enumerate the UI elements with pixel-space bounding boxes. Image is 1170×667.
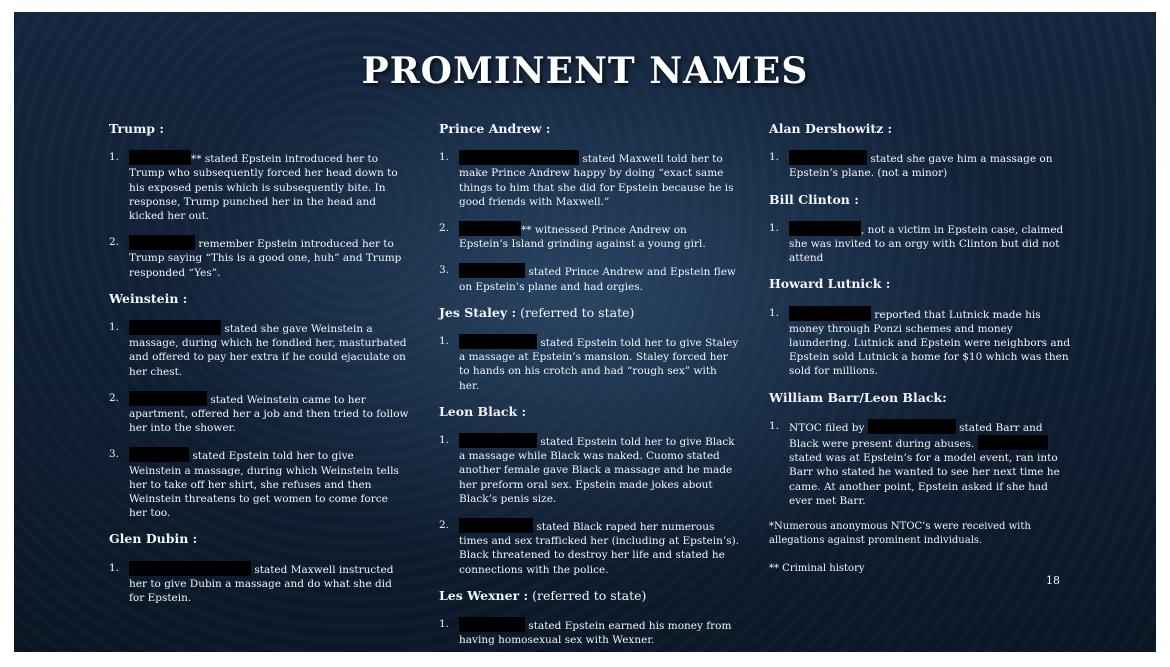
list-item xyxy=(109,235,409,280)
section-heading xyxy=(769,391,1074,405)
column-2 xyxy=(439,122,739,659)
slide-title: PROMINENT NAMES xyxy=(361,50,809,92)
item-number: 1. xyxy=(109,321,120,334)
item-text: ** stated Epstein introduced her to Trump who subsequently forced her head down to his exposed penis which is subsequently bite. In response, Trump punched her in the head and kicked her out. xyxy=(129,153,398,223)
list-item xyxy=(439,433,739,506)
item-number: 1. xyxy=(769,151,780,164)
item-number: 2. xyxy=(439,222,450,235)
list-item xyxy=(109,447,409,520)
section-name: Prince Andrew : xyxy=(439,121,551,136)
item-number: 3. xyxy=(439,264,450,277)
redaction-bar xyxy=(129,447,189,462)
item-text: stated was at Epstein’s for a model event, ran into Barr who stated he wanted to see her next time he came. At another point, Epstein asked if she had ever met Barr. xyxy=(789,452,1060,507)
item-number: 1. xyxy=(439,151,450,164)
redaction-bar xyxy=(789,150,867,165)
section-name: Bill Clinton : xyxy=(769,191,859,207)
redaction-bar xyxy=(789,221,861,236)
list-item xyxy=(769,150,1074,180)
section-heading xyxy=(439,306,739,320)
item-text: stated Epstein told her to give Weinstein a massage, during which Weinstein tells her to take off her shirt, she refuses and then Weinstein threatens to get women to come force her too. xyxy=(129,450,399,520)
item-text: stated she gave him a massage on Epstein’s plane. (not a minor) xyxy=(789,153,1053,180)
section-heading xyxy=(439,405,739,419)
list-item xyxy=(439,617,739,647)
redaction-bar xyxy=(459,617,525,632)
item-text: stated Prince Andrew and Epstein flew on Epstein’s plane and had orgies. xyxy=(459,266,736,293)
item-number: 1. xyxy=(439,618,450,631)
item-number: 1. xyxy=(109,151,120,164)
item-text: stated Maxwell instructed her to give Dubin a massage and do what she did for Epstein. xyxy=(129,563,394,605)
redaction-bar xyxy=(459,221,521,236)
column-1 xyxy=(109,122,409,617)
item-prefix: NTOC filed by xyxy=(789,421,868,434)
section-name: Trump : xyxy=(109,121,164,136)
redaction-bar xyxy=(868,419,956,434)
section-heading xyxy=(769,122,1074,136)
item-number: 3. xyxy=(109,448,120,461)
list-item xyxy=(769,221,1074,266)
section-name: William Barr/Leon Black: xyxy=(769,389,947,405)
list-item xyxy=(439,518,739,577)
slide xyxy=(14,12,1156,652)
item-text: stated Epstein earned his money from having homosexual sex with Wexner. xyxy=(459,620,732,647)
section-heading xyxy=(769,193,1074,207)
item-number: 1. xyxy=(109,561,120,574)
section-heading xyxy=(439,589,739,603)
section-note: (referred to state) xyxy=(528,587,647,603)
redaction-bar xyxy=(459,518,533,533)
item-number: 1. xyxy=(769,306,780,319)
redaction-bar xyxy=(129,320,221,335)
item-text: stated Maxwell told her to make Prince Andrew happy by doing “exact same things to him that she did for Epstein because he is good friends with Maxwell.” xyxy=(459,153,734,208)
list-item xyxy=(439,150,739,209)
section-name: Glen Dubin : xyxy=(109,531,198,547)
section-heading xyxy=(109,532,409,546)
section-name: Howard Lutnick : xyxy=(769,276,891,292)
section-heading xyxy=(109,122,409,136)
item-text: stated she gave Weinstein a massage, during which he fondled her, masturbated and offered to pay her extra if he could ejaculate on her chest. xyxy=(129,323,407,378)
section-heading xyxy=(439,122,739,136)
redaction-bar xyxy=(459,263,525,278)
section-note: (referred to state) xyxy=(516,304,635,320)
column-3 xyxy=(769,122,1074,590)
section-name: Weinstein : xyxy=(109,290,188,306)
redaction-bar xyxy=(129,150,191,165)
item-number: 1. xyxy=(769,419,780,432)
list-item xyxy=(439,263,739,293)
item-text: stated Weinstein came to her apartment, offered her a job and then tried to follow her into the shower. xyxy=(129,393,409,435)
list-item xyxy=(109,150,409,223)
section-heading xyxy=(109,292,409,306)
redaction-bar xyxy=(789,306,871,321)
section-name: Leon Black : xyxy=(439,403,527,419)
item-number: 2. xyxy=(439,519,450,532)
section-name: Les Wexner : xyxy=(439,587,529,603)
section-heading xyxy=(769,277,1074,291)
section-name: Jes Staley : xyxy=(439,304,517,320)
item-text: stated Black raped her numerous times and sex trafficked her (including at Epstein’s). Black threatened to destroy her life and stated he connections with the police. xyxy=(459,521,740,576)
list-item xyxy=(769,306,1074,379)
list-item xyxy=(109,320,409,379)
footnote: *Numerous anonymous NTOC’s were received with allegations against prominent individuals. xyxy=(769,521,1031,547)
item-text: stated Epstein told her to give Staley a massage at Epstein’s mansion. Staley forced her to hands on his crotch and had “rough sex” with her. xyxy=(459,337,739,392)
item-text: ** witnessed Prince Andrew on Epstein’s Island grinding against a young girl. xyxy=(459,224,706,251)
page-number: 18 xyxy=(1046,574,1060,587)
item-text: stated Barr and Black were present during abuses. xyxy=(789,421,1043,451)
list-item xyxy=(439,221,739,251)
redaction-bar xyxy=(459,150,579,165)
item-number: 1. xyxy=(439,335,450,348)
redaction-bar xyxy=(459,334,537,349)
item-text: remember Epstein introduced her to Trump saying “This is a good one, huh” and Trump responded “Yes”. xyxy=(129,238,402,279)
list-item xyxy=(109,391,409,436)
item-number: 1. xyxy=(439,434,450,447)
item-number: 2. xyxy=(109,391,120,404)
list-item xyxy=(769,419,1074,508)
item-text: stated Epstein told her to give Black a massage while Black was naked. Cuomo stated another female gave Black a massage and he made her preform oral sex. Epstein made jokes about Black’s penis size. xyxy=(459,436,735,505)
redaction-bar xyxy=(129,235,195,250)
item-text: reported that Lutnick made his money through Ponzi schemes and money laundering. Lutnick and Epstein were neighbors and Epstein sold Lutnick a home for $10 which was then sold for millions. xyxy=(789,308,1071,378)
item-number: 2. xyxy=(109,236,120,249)
redaction-bar xyxy=(129,561,251,576)
redaction-bar xyxy=(459,433,537,448)
redaction-bar xyxy=(978,435,1048,450)
list-item xyxy=(109,561,409,606)
item-number: 1. xyxy=(769,221,780,234)
item-text: , not a victim in Epstein case, claimed she was invited to an orgy with Clinton but did not attend xyxy=(789,223,1064,265)
section-name: Alan Dershowitz : xyxy=(769,121,893,136)
footnote: ** Criminal history xyxy=(769,563,865,575)
redaction-bar xyxy=(129,391,207,406)
list-item xyxy=(439,334,739,393)
